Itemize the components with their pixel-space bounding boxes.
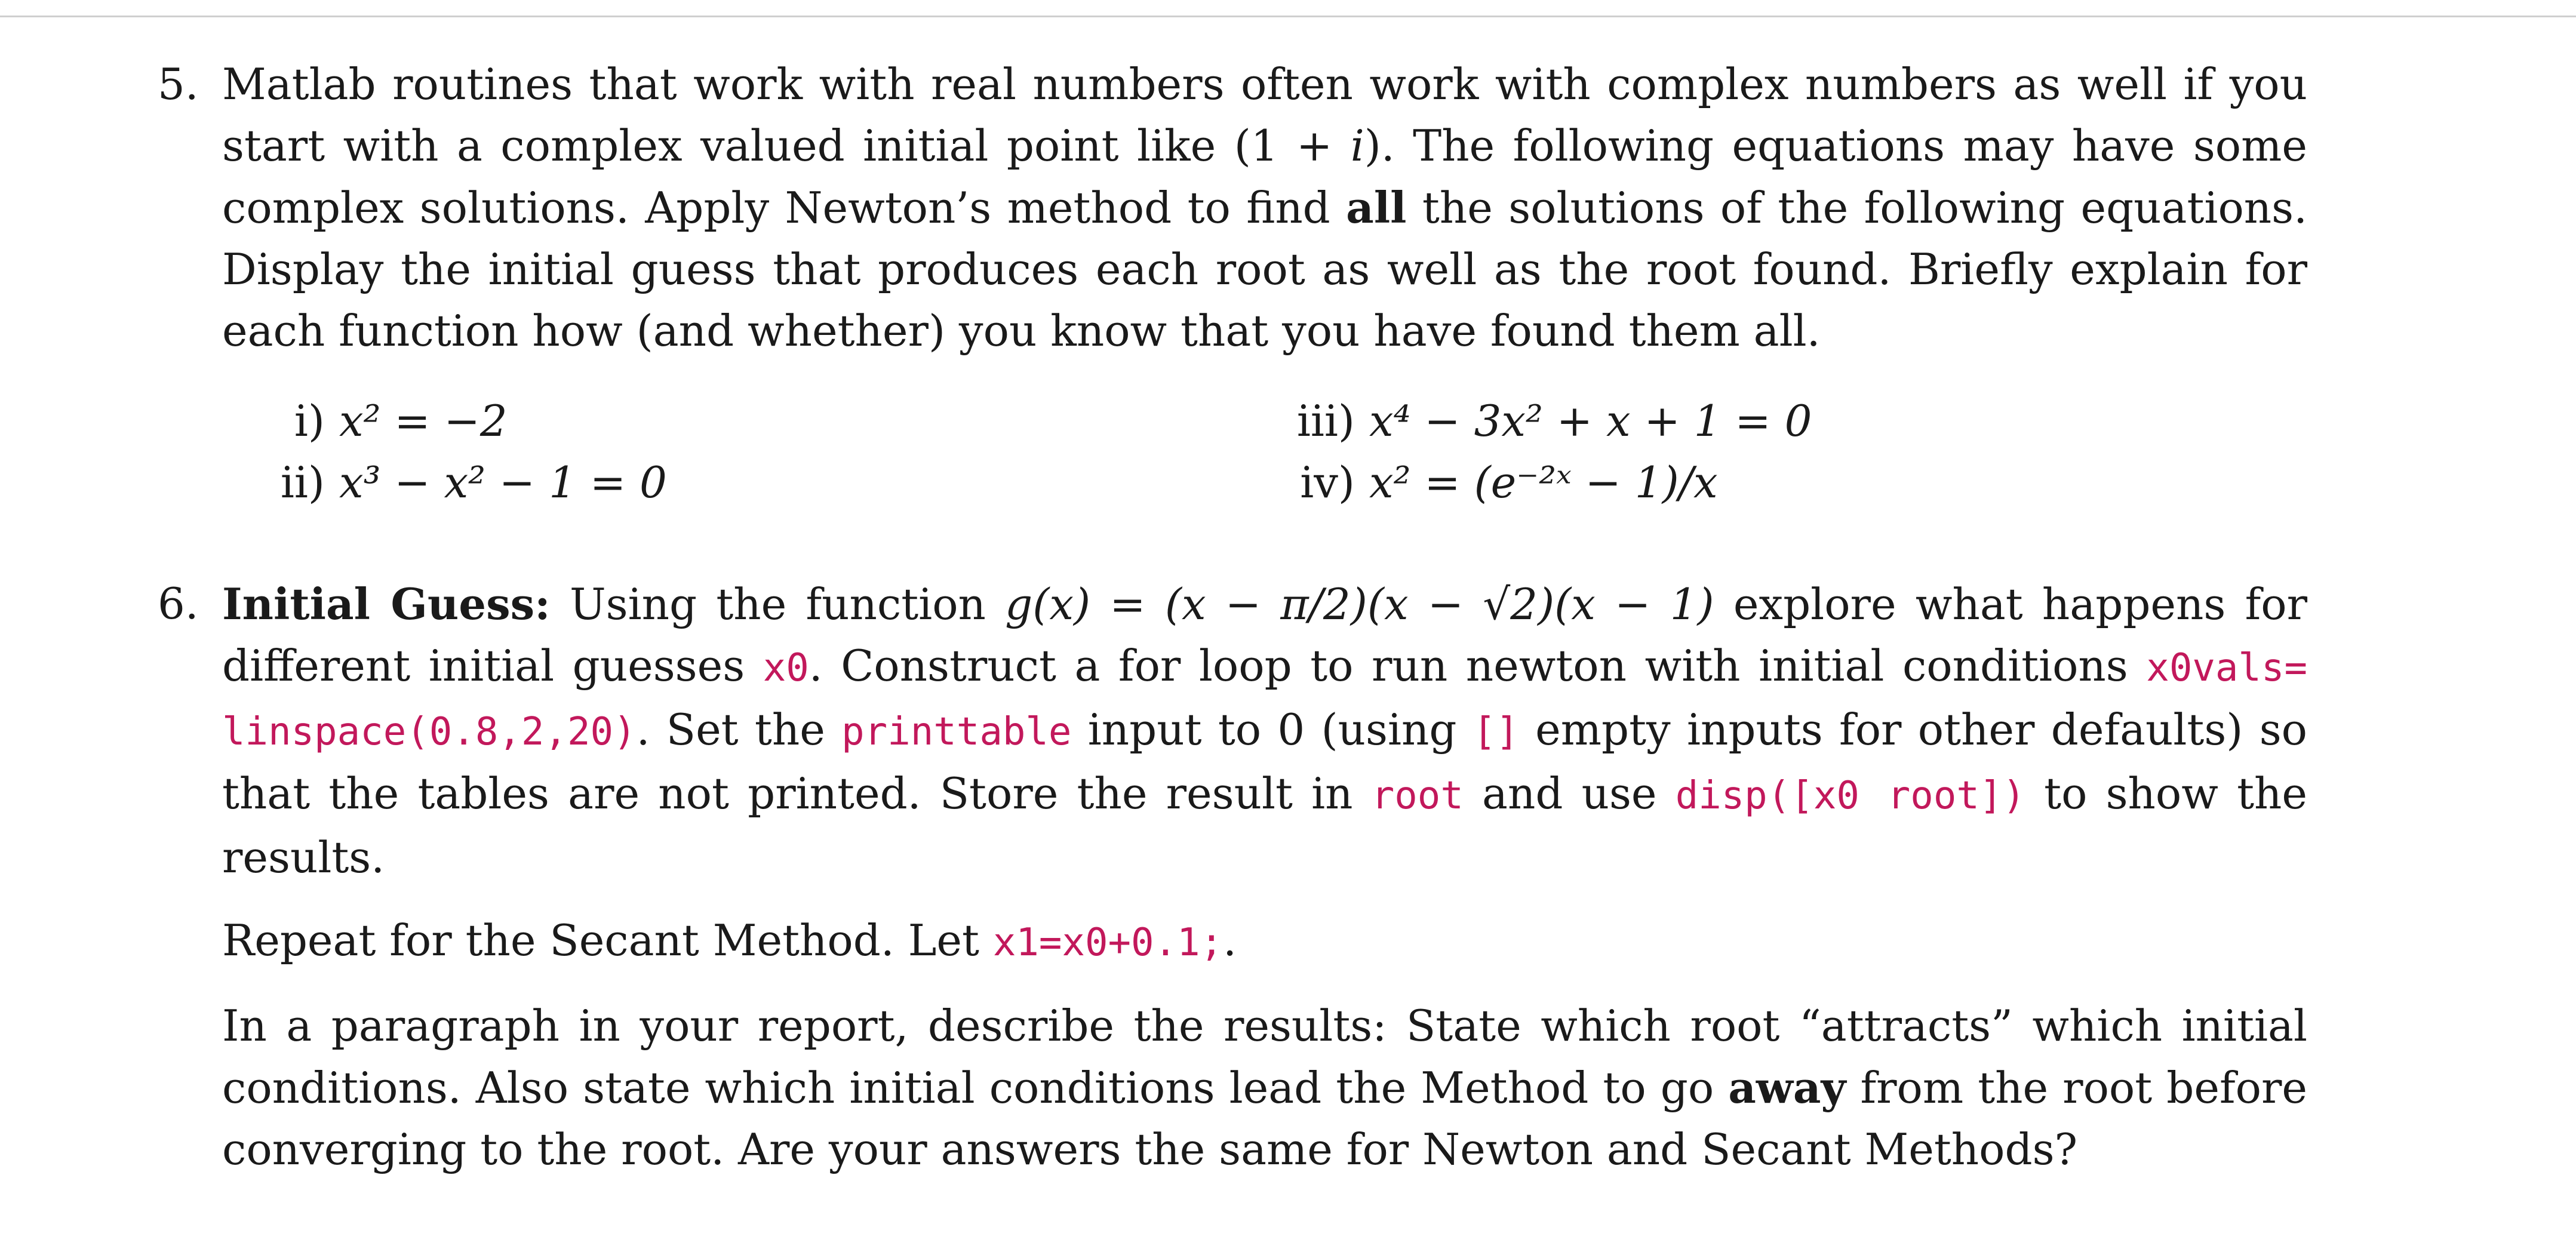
- document-body: [158, 54, 2307, 1180]
- problem-5: [158, 54, 2307, 362]
- equation-label: iv): [1300, 457, 1355, 507]
- text-run: the solutions of the following equations. Display the initial guess that produces each root as well as the root found. Briefly explain for each function how (and whether) you know that you have found them all.: [222, 183, 2307, 356]
- code-snippet: printtable: [841, 710, 1072, 754]
- text-run: . Construct a for loop to run newton with initial conditions: [809, 641, 2147, 691]
- equation-text: x² = (e⁻²ˣ − 1)/x: [1369, 457, 1718, 507]
- spacer: [222, 888, 2307, 910]
- report-instruction: [222, 995, 2307, 1180]
- text-run: In a paragraph in your report, describe the results: State which root “attracts” which initial conditions. Also state which initial conditions lead the Method to go: [222, 1001, 2307, 1113]
- equation-label: i): [294, 396, 325, 446]
- top-divider: [0, 16, 2576, 17]
- equation-item: [1295, 390, 1812, 452]
- bold-text: away: [1728, 1062, 1846, 1113]
- text-run: ). The following equations may have some complex solutions. Apply Newton’s method to find: [222, 121, 2307, 233]
- problem-number: 6.: [158, 579, 199, 629]
- function-expression: g(x) = (x − π/2)(x − √2)(x − 1): [1005, 579, 1714, 629]
- text-run: explore what happens for different initial guesses: [222, 579, 2307, 691]
- problem-number: 5.: [158, 59, 199, 109]
- text-run: and use: [1463, 768, 1676, 819]
- text-run: input to 0 (using: [1071, 705, 1473, 755]
- code-snippet: x0: [763, 646, 809, 690]
- problem-5-text: [222, 54, 2307, 362]
- problem-6: [158, 573, 2307, 1180]
- secant-instruction: [222, 910, 2307, 974]
- text-run: . Set the: [636, 705, 842, 755]
- equation-item: [1295, 452, 1718, 513]
- bold-text: all: [1346, 182, 1407, 233]
- spacer: [222, 974, 2307, 995]
- code-snippet: []: [1473, 710, 1519, 754]
- code-snippet: x0vals= linspace(0.8,2,20): [222, 646, 2307, 754]
- text-run: .: [1223, 915, 1237, 965]
- equation-label: ii): [280, 457, 325, 507]
- problem-heading: Initial Guess:: [222, 579, 551, 629]
- text-run: Matlab routines that work with real numbers often work with complex numbers as well if you start with a complex valued initial point like (1 +: [222, 59, 2307, 171]
- code-snippet: disp([x0 root]): [1675, 774, 2025, 818]
- equation-text: x⁴ − 3x² + x + 1 = 0: [1369, 396, 1812, 446]
- text-run: to show the results.: [222, 768, 2308, 882]
- equation-text: x³ − x² − 1 = 0: [339, 457, 667, 507]
- code-snippet: root: [1371, 774, 1464, 818]
- text-run: empty inputs for other defaults) so that the tables are not printed. Store the result in: [222, 705, 2307, 819]
- equation-list: [158, 390, 2307, 516]
- equation-item: [265, 452, 667, 513]
- text-run: Repeat for the Secant Method. Let: [222, 915, 993, 965]
- code-snippet: x1=x0+0.1;: [992, 921, 1224, 965]
- equation-label: iii): [1296, 396, 1355, 446]
- equation-item: [265, 390, 508, 452]
- text-run: from the root before converging to the root. Are your answers the same for Newton and Secant Methods?: [222, 1063, 2307, 1174]
- text-run: Using the function: [569, 579, 1006, 629]
- problem-6-text: [222, 573, 2307, 888]
- imaginary-unit: i: [1350, 121, 1364, 171]
- equation-text: x² = −2: [339, 396, 508, 446]
